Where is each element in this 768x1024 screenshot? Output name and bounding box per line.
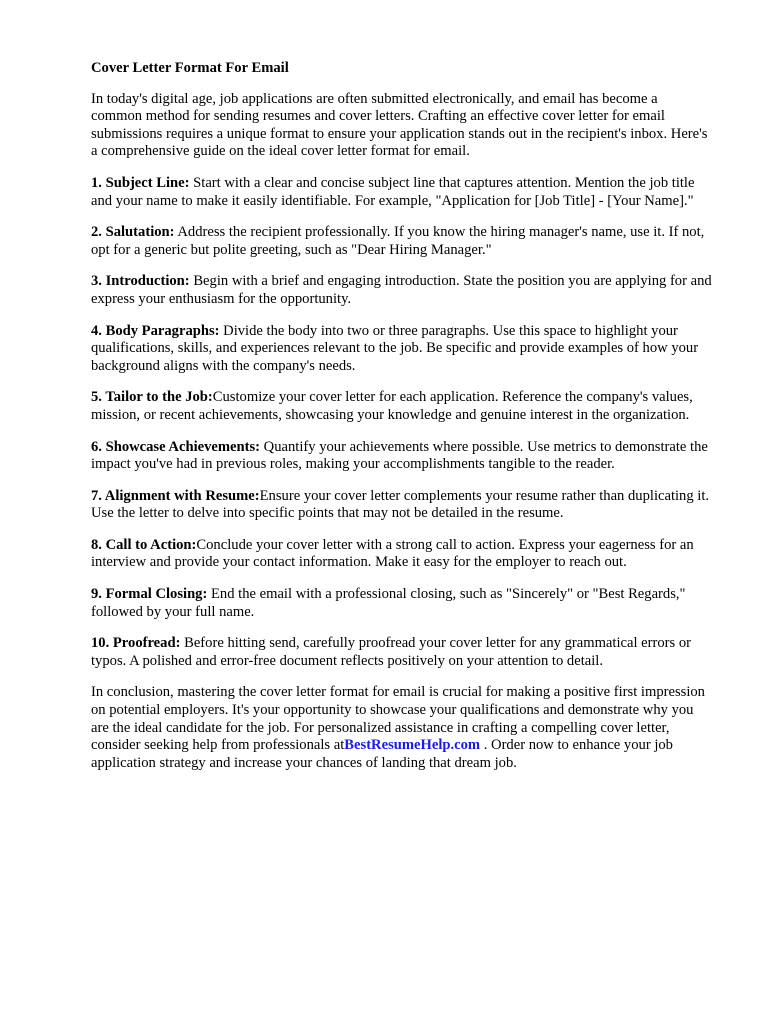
conclusion-text: In conclusion, mastering the cover letter format for email is crucial for making a positive first impression on potential employers. It's your opportunity to showcase your qualifications and demonstrate why you are the ideal candidate for the job. For personalized assistance in crafting a compelling cover letter, consider seeking help from professionals at <box>91 684 705 754</box>
section-tailor-to-job <box>91 389 712 424</box>
section-heading: 6. Showcase Achievements: <box>91 438 261 455</box>
section-heading: 10. Proofread: <box>91 635 181 652</box>
section-text: Start with a clear and concise subject line that captures attention. Mention the job title and your name to make it easily identifiable. For example, "Application for [Job Title] - [Your Name]." <box>91 174 695 209</box>
section-text: Before hitting send, carefully proofread your cover letter for any grammatical errors or typos. A polished and error-free document reflects positively on your attention to detail. <box>91 635 692 669</box>
section-introduction <box>91 273 712 308</box>
conclusion-text-end: . Order now to enhance your job application strategy and increase your chances of landing that dream job. <box>91 737 673 771</box>
section-formal-closing <box>91 586 712 621</box>
intro-paragraph: In today's digital age, job applications are often submitted electronically, and email has become a common method for sending resumes and cover letters. Crafting an effective cover letter for email submissions requires a unique format to ensure your application stands out in the recipient's inbox. Here's a comprehensive guide on the ideal cover letter format for email. <box>91 90 708 160</box>
conclusion-paragraph <box>91 684 712 772</box>
section-text: Conclude your cover letter with a strong call to action. Express your eagerness for an interview and provide your contact information. Make it easy for the employer to reach out. <box>91 536 694 571</box>
section-heading: 2. Salutation: <box>91 224 175 241</box>
section-text: Quantify your achievements where possible. Use metrics to demonstrate the impact you've had in previous roles, making your accomplishments tangible to the reader. <box>91 438 708 473</box>
section-alignment-with-resume <box>91 488 712 523</box>
section-subject-line <box>91 175 712 210</box>
section-heading: 8. Call to Action: <box>91 536 197 553</box>
section-heading: 5. Tailor to the Job: <box>91 389 213 406</box>
section-text: Ensure your cover letter complements your resume rather than duplicating it. Use the letter to delve into specific points that may not be detailed in the resume. <box>91 487 710 522</box>
section-heading: 1. Subject Line: <box>91 174 190 191</box>
section-heading: 9. Formal Closing: <box>91 586 208 603</box>
section-call-to-action <box>91 537 712 572</box>
best-resume-help-link[interactable]: BestResumeHelp.com <box>344 737 481 754</box>
section-body-paragraphs <box>91 323 712 376</box>
section-proofread <box>91 635 712 670</box>
section-text: Divide the body into two or three paragraphs. Use this space to highlight your qualifications, skills, and experiences relevant to the job. Be specific and provide examples of how your background aligns with the company's needs. <box>91 322 699 374</box>
section-text: End the email with a professional closing, such as "Sincerely" or "Best Regards," followed by your full name. <box>91 586 686 620</box>
section-text: Customize your cover letter for each application. Reference the company's values, mission, or recent achievements, showcasing your knowledge and genuine interest in the organization. <box>91 389 693 423</box>
document-title: Cover Letter Format For Email <box>91 60 289 76</box>
section-heading: 4. Body Paragraphs: <box>91 322 220 339</box>
section-showcase-achievements <box>91 439 712 474</box>
section-text: Begin with a brief and engaging introduction. State the position you are applying for and express your enthusiasm for the opportunity. <box>91 273 712 307</box>
section-heading: 3. Introduction: <box>91 273 190 290</box>
section-heading: 7. Alignment with Resume: <box>91 487 260 504</box>
section-salutation <box>91 224 712 259</box>
section-text: Address the recipient professionally. If you know the hiring manager's name, use it. If not, opt for a generic but polite greeting, such as "Dear Hiring Manager." <box>91 224 705 258</box>
